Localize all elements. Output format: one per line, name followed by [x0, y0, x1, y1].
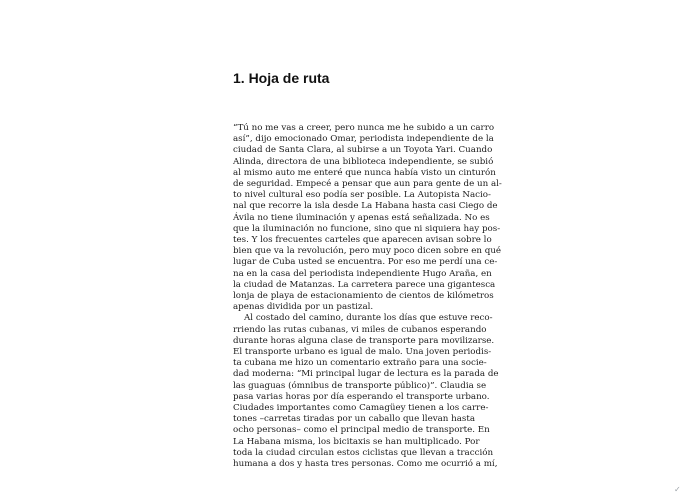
text-line: Ávila no tiene iluminación y apenas está señalizada. No es	[233, 212, 490, 223]
text-line: tones –carretas tiradas por un caballo que llevan hasta	[233, 414, 476, 425]
text-line: na en la casa del periodista independiente Hugo Araña, en	[233, 268, 492, 279]
text-line: to nivel cultural eso podía ser posible. La Autopista Nacio-	[233, 190, 491, 201]
text-line: al mismo auto me enteré que nunca había visto un cinturón	[233, 167, 496, 178]
paragraph-2	[233, 313, 499, 470]
text-line: El transporte urbano es igual de malo. Una joven periodis-	[233, 347, 492, 358]
text-line: lugar de Cuba usted se encuentra. Por eso me perdí una ce-	[233, 257, 498, 268]
text-line: así”, dijo emocionado Omar, periodista independiente de la	[233, 134, 494, 145]
text-line: Ciudades importantes como Camagüey tienen a los carre-	[233, 403, 489, 414]
text-line: que la iluminación no funcione, sino que ni siquiera hay pos-	[233, 223, 501, 234]
text-line: dad moderna: “Mi principal lugar de lectura es la parada de	[233, 369, 499, 380]
text-line: nal que recorre la isla desde La Habana hasta casi Ciego de	[233, 201, 498, 212]
check-mark-icon: ✓	[674, 485, 681, 494]
text-line: rriendo las rutas cubanas, vi miles de cubanos esperando	[233, 324, 487, 335]
chapter-body	[233, 123, 502, 470]
text-line: las guaguas (ómnibus de transporte público)”. Claudia se	[233, 380, 487, 391]
text-line: lonja de playa de estacionamiento de cientos de kilómetros	[233, 291, 494, 302]
text-line: “Tú no me vas a creer, pero nunca me he subido a un carro	[233, 123, 495, 133]
text-line: apenas dividida por un pastizal.	[233, 302, 374, 313]
text-line: toda la ciudad circulan estos ciclistas que llevan a tracción	[233, 447, 494, 458]
text-line: La Habana misma, los bicitaxis se han multiplicado. Por	[233, 436, 480, 447]
text-line: de seguridad. Empecé a pensar que aun para gente de un al-	[233, 179, 502, 190]
text-line: Alinda, directora de una biblioteca independiente, se subió	[233, 156, 494, 167]
text-line: durante horas alguna clase de transporte para movilizarse.	[233, 335, 495, 346]
text-line: ta cubana me hizo un comentario extraño para una socie-	[233, 358, 487, 369]
text-line: Al costado del camino, durante los días que estuve reco-	[244, 313, 493, 324]
text-line: humana a dos y hasta tres personas. Como me ocurrió a mí,	[233, 459, 498, 470]
paragraph-1	[233, 123, 502, 313]
text-line: ciudad de Santa Clara, al subirse a un Toyota Yari. Cuando	[233, 145, 493, 156]
chapter-title: 1. Hoja de ruta	[233, 70, 330, 86]
text-line: bien que va la revolución, pero muy poco dicen sobre en qué	[233, 246, 502, 257]
text-line: la ciudad de Matanzas. La carretera parece una gigantesca	[233, 279, 496, 290]
text-line: ocho personas– como el principal medio de transporte. En	[233, 425, 490, 436]
text-line: pasa varias horas por día esperando el transporte urbano.	[233, 391, 490, 402]
text-line: tes. Y los frecuentes carteles que aparecen avisan sobre lo	[233, 235, 492, 246]
